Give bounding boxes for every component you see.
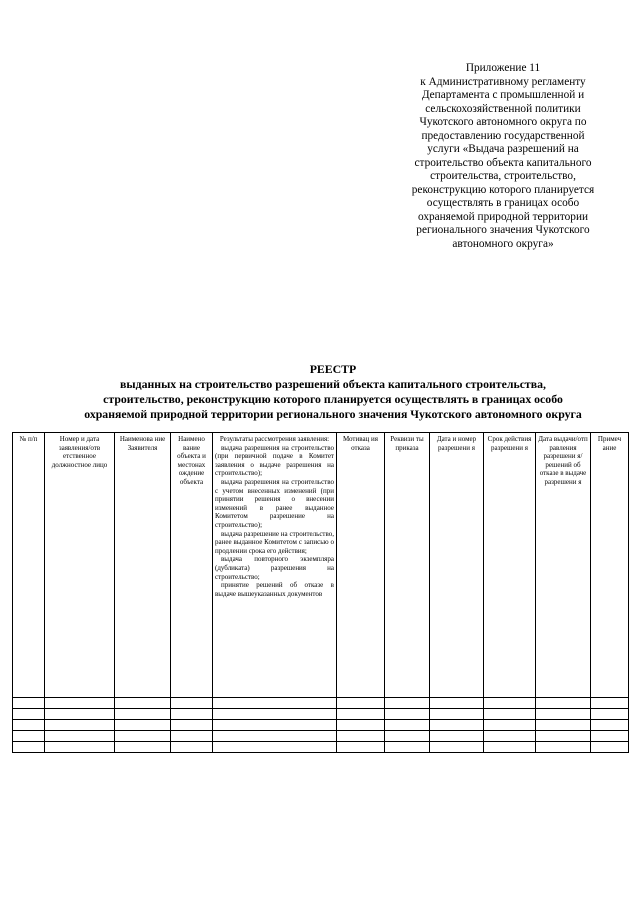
col-header-note: Примеч ание (591, 433, 629, 698)
appendix-block (392, 62, 614, 251)
appendix-line: сельскохозяйственной политики (425, 102, 581, 115)
table-cell (337, 720, 385, 731)
table-row (13, 709, 629, 720)
col-header-permit-validity: Срок действия разрешени я (484, 433, 536, 698)
table-cell (430, 742, 484, 753)
table-cell (337, 709, 385, 720)
table-cell (591, 720, 629, 731)
title-line: выданных на строительство разрешений объекта капитального строительства, (120, 377, 546, 391)
table-cell (484, 731, 536, 742)
table-cell (171, 720, 213, 731)
table-cell (484, 720, 536, 731)
table-cell (213, 742, 337, 753)
col-header-applicant: Наименова ние Заявителя (115, 433, 171, 698)
result-item: выдача разрешения на строительство с учетом внесенных изменений (при принятии решения о внесении изменений в ранее выданное Комитетом разрешение на строительство); (215, 477, 334, 529)
table-cell (536, 698, 591, 709)
table-cell (171, 742, 213, 753)
table-cell (430, 709, 484, 720)
table-row (13, 720, 629, 731)
col-header-permit-date-number: Дата и номер разрешени я (430, 433, 484, 698)
table-cell (591, 698, 629, 709)
table-cell (591, 731, 629, 742)
appendix-line: к Административному регламенту (420, 75, 586, 88)
appendix-line: строительство объекта капитального (414, 156, 592, 169)
table-cell (213, 720, 337, 731)
appendix-line: услуги «Выдача разрешений на (427, 143, 579, 155)
appendix-line: строительства, строительство, (430, 170, 576, 182)
col-header-order-details: Реквизи ты приказа (385, 433, 430, 698)
col-header-application: Номер и дата заявления/отв етственное должностное лицо (45, 433, 115, 698)
table-cell (213, 709, 337, 720)
table-cell (536, 709, 591, 720)
appendix-line: осуществлять в границах особо (426, 197, 580, 209)
table-cell (115, 720, 171, 731)
table-cell (115, 709, 171, 720)
table-cell (171, 731, 213, 742)
title-line: охраняемой природной территории регионального значения Чукотского автономного округа (84, 407, 582, 421)
table-cell (115, 698, 171, 709)
appendix-line: Департамента с промышленной и (421, 89, 585, 101)
table-cell (536, 731, 591, 742)
table-cell (536, 742, 591, 753)
table-cell (385, 709, 430, 720)
appendix-line: реконструкцию которого планируется (411, 183, 595, 196)
col-header-issue-date: Дата выдачи/отп равления разрешени я/ решений об отказе в выдаче разрешени я (536, 433, 591, 698)
table-cell (385, 731, 430, 742)
table-cell (13, 742, 45, 753)
table-cell (13, 709, 45, 720)
appendix-line: автономного округа» (452, 237, 554, 250)
table-cell (385, 720, 430, 731)
table-cell (171, 709, 213, 720)
table-cell (213, 731, 337, 742)
result-item: выдача разрешения на строительство (при первичной подаче в Комитет заявления о выдаче разрешения на строительство); (215, 443, 334, 478)
table-header-row (13, 433, 629, 698)
table-cell (45, 720, 115, 731)
table-cell (385, 698, 430, 709)
col-header-results (213, 433, 337, 698)
appendix-line: предоставлению государственной (421, 129, 585, 142)
table-cell (430, 698, 484, 709)
result-item: выдача разрешение на строительство, ранее выданное Комитетом с записью о продлении срока его действия; (215, 529, 334, 555)
table-row (13, 698, 629, 709)
table-cell (13, 731, 45, 742)
table-cell (45, 742, 115, 753)
table-cell (385, 742, 430, 753)
table-row (13, 731, 629, 742)
col-header-object: Наимено вание объекта и местонах ождение объекта (171, 433, 213, 698)
table-cell (337, 731, 385, 742)
table-cell (337, 742, 385, 753)
table-cell (171, 698, 213, 709)
appendix-line: регионального значения Чукотского (416, 224, 590, 236)
table-cell (591, 709, 629, 720)
result-item: принятие решений об отказе в выдаче вышеуказанных документов (215, 581, 334, 598)
table-cell (536, 720, 591, 731)
results-heading: Результаты рассмотрения заявления: (219, 435, 330, 443)
table-cell (484, 698, 536, 709)
registry-table (12, 432, 629, 753)
table-cell (337, 698, 385, 709)
col-header-refusal-reason: Мотивац ия отказа (337, 433, 385, 698)
title-line: строительство, реконструкцию которого планируется осуществлять в границах особо (103, 392, 563, 406)
table-cell (591, 742, 629, 753)
appendix-line: Чукотского автономного округа по (419, 116, 587, 128)
table-cell (13, 698, 45, 709)
table-cell (484, 742, 536, 753)
table-cell (13, 720, 45, 731)
result-item: выдача повторного экземпляра (дубликата) разрешения на строительство; (215, 555, 334, 581)
table-body (13, 698, 629, 753)
table-cell (45, 709, 115, 720)
appendix-line: Приложение 11 (465, 62, 541, 74)
table-cell (430, 731, 484, 742)
table-cell (213, 698, 337, 709)
table-cell (45, 698, 115, 709)
table-cell (115, 731, 171, 742)
table-cell (115, 742, 171, 753)
appendix-line: охраняемой природной территории (417, 210, 589, 223)
col-header-number: № п/п (13, 433, 45, 698)
document-title (20, 362, 640, 422)
title-heading: РЕЕСТР (309, 362, 357, 376)
table-cell (484, 709, 536, 720)
table-cell (430, 720, 484, 731)
table-cell (45, 731, 115, 742)
table-row (13, 742, 629, 753)
